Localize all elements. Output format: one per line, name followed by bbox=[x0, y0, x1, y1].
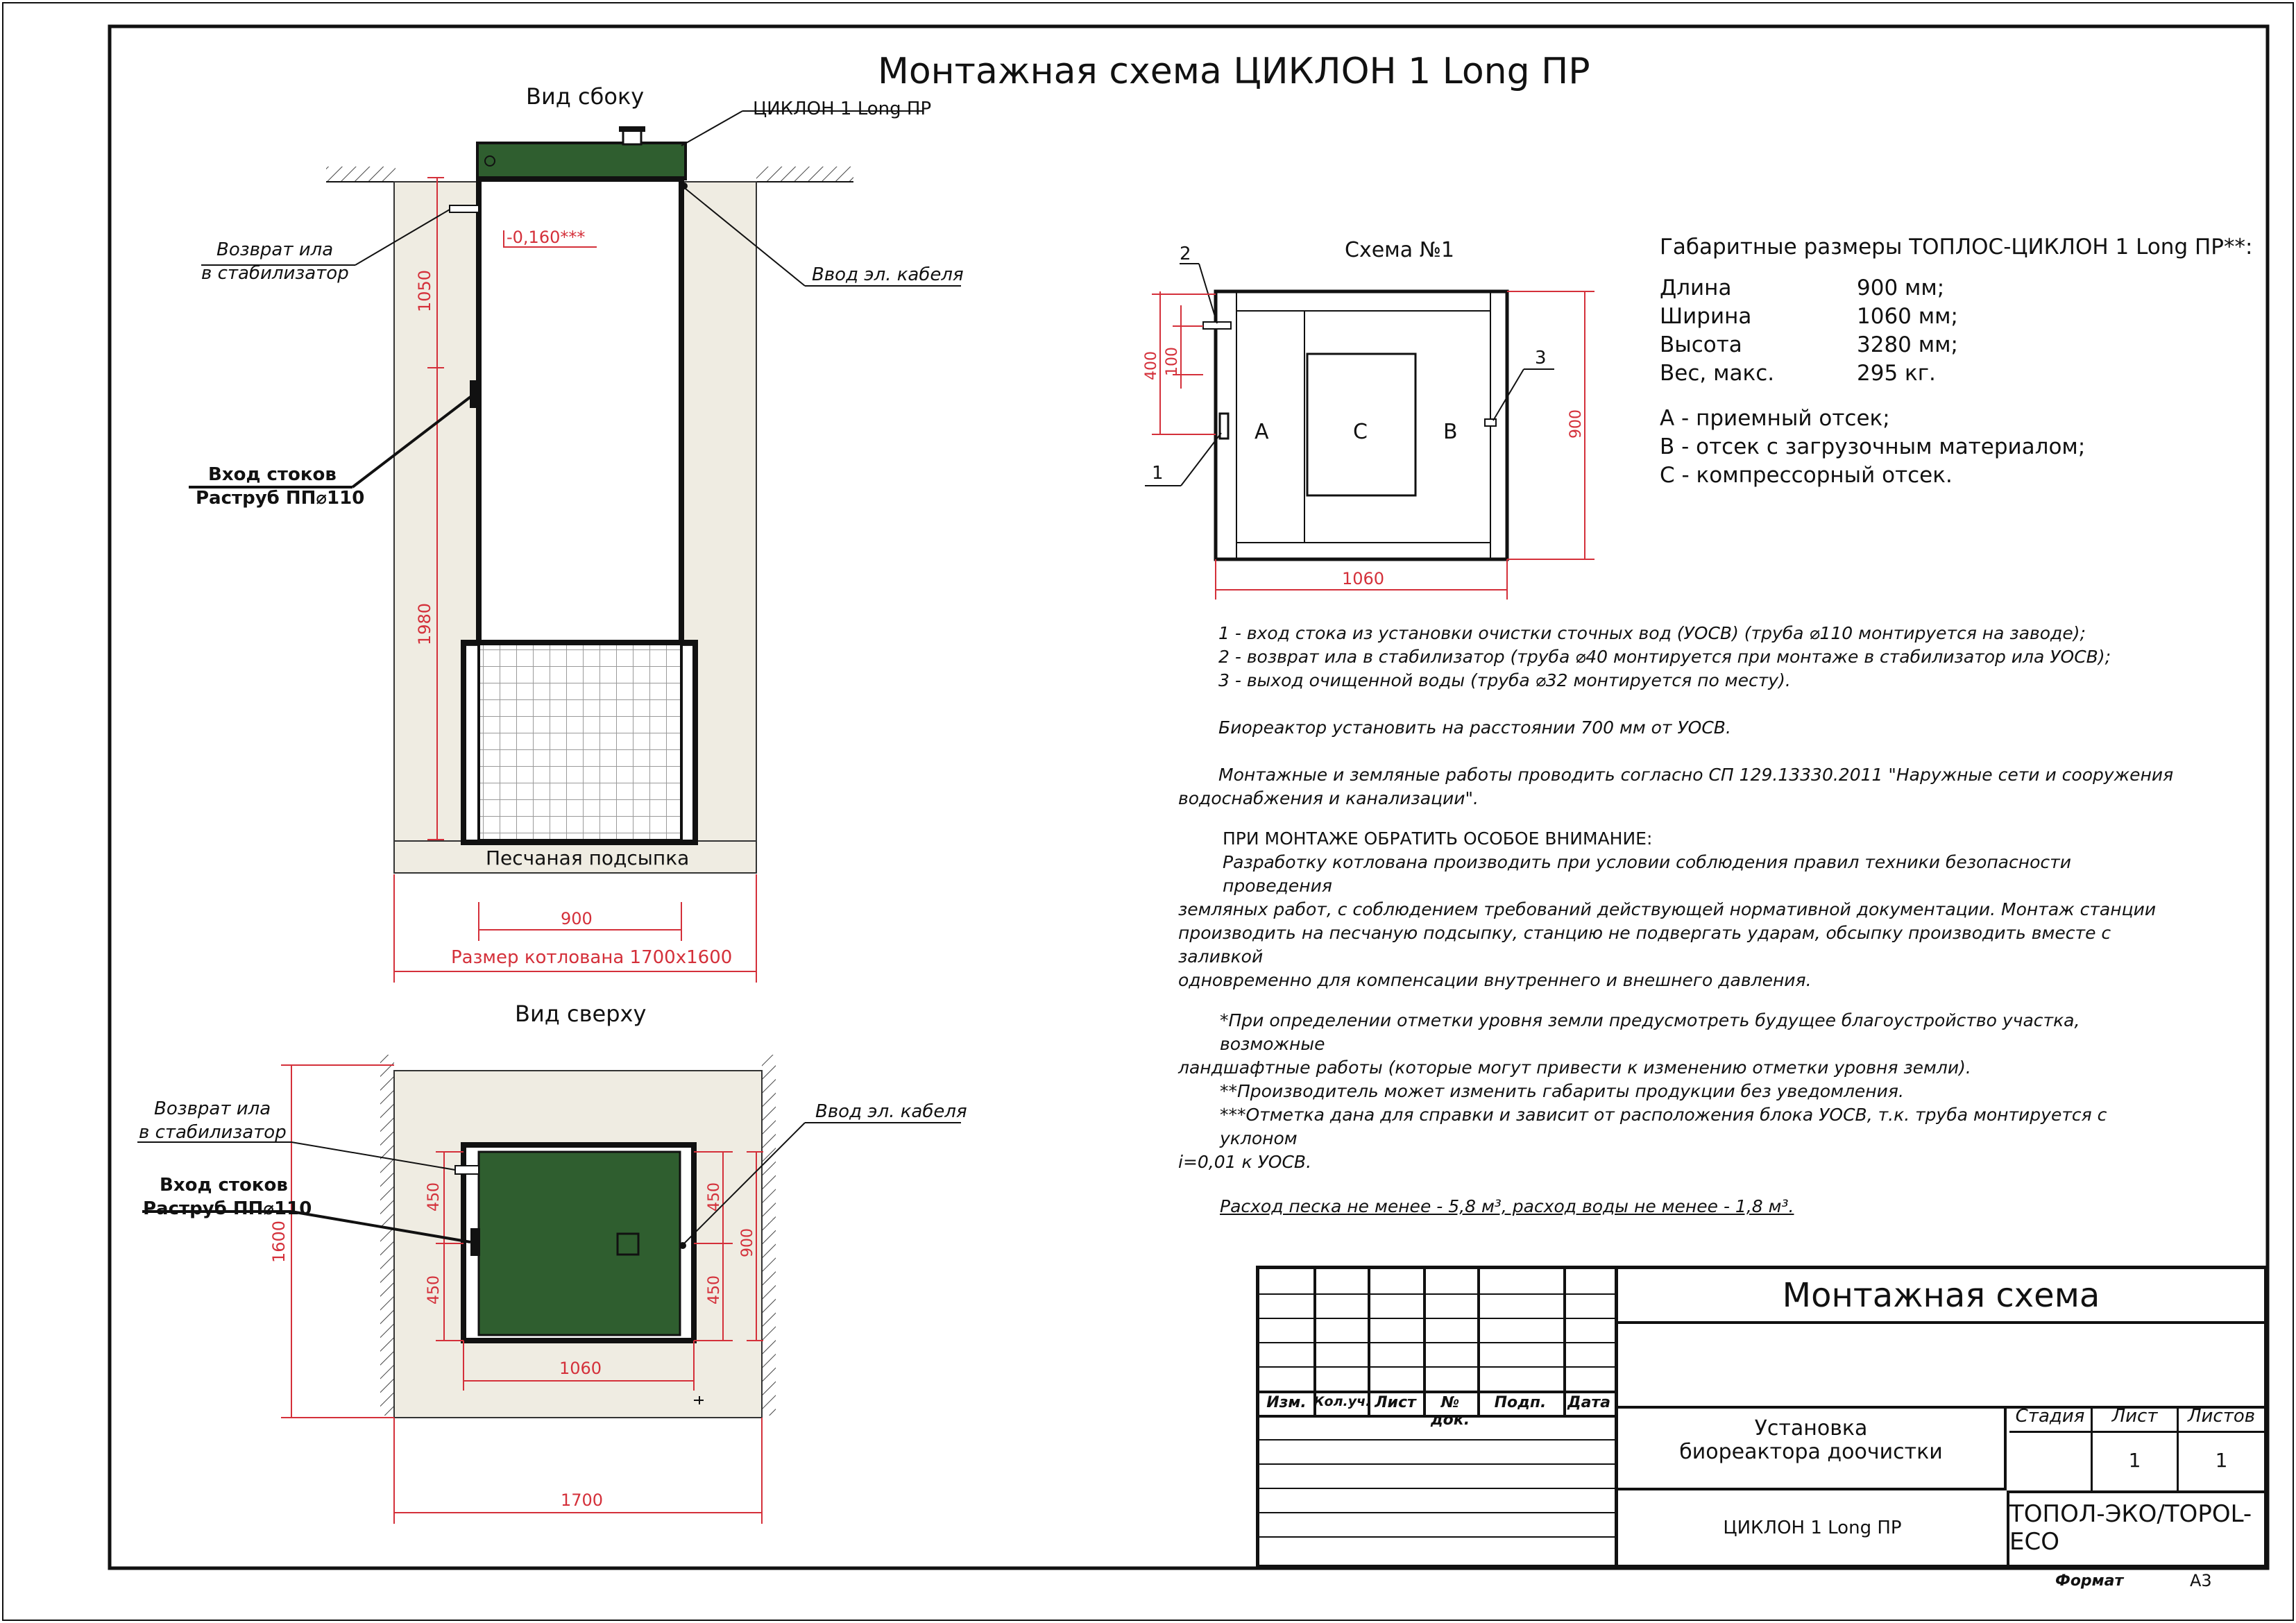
top-inlet-callout-line-1: Вход стоков bbox=[160, 1175, 288, 1196]
top-tank-cover bbox=[479, 1152, 680, 1335]
scheme-label-1: 1 bbox=[1152, 463, 1164, 484]
col-header-count: Кол.уч. bbox=[1313, 1394, 1371, 1409]
dim-top-total-height: 1600 bbox=[269, 1220, 289, 1263]
footnote: i=0,01 к УОСВ. bbox=[1178, 1152, 1312, 1172]
scheme-1-heading: Схема №1 bbox=[1345, 238, 1454, 262]
dimension-row bbox=[1660, 331, 2256, 359]
dimension-row bbox=[1660, 303, 2256, 331]
works-note-line-2: водоснабжения и канализации". bbox=[1178, 788, 1479, 808]
ground-hatch-right bbox=[756, 167, 853, 182]
pipe-note: 3 - выход очищенной воды (труба ⌀32 монтируется по месту). bbox=[1218, 670, 1791, 690]
legend-item: С - компрессорный отсек. bbox=[1660, 463, 1953, 488]
dimension-value: 3280 мм; bbox=[1857, 332, 1958, 357]
attention-heading: ПРИ МОНТАЖЕ ОБРАТИТЬ ОСОБОЕ ВНИМАНИЕ: bbox=[1223, 829, 1653, 849]
footnote: *При определении отметки уровня земли предусмотреть будущее благоустройство участка, возможные bbox=[1220, 1010, 2080, 1054]
dimension-row bbox=[1660, 274, 2256, 303]
company-name: ТОПОЛ-ЭКО/TOPOL-ECO bbox=[2009, 1499, 2252, 1556]
stage-header: Стадия bbox=[2009, 1406, 2093, 1431]
top-inlet-socket bbox=[470, 1228, 480, 1256]
sheet-value: 1 bbox=[2093, 1431, 2179, 1490]
dim-top-pit-width: 1700 bbox=[561, 1490, 604, 1510]
section-b: B bbox=[1443, 420, 1458, 444]
footnote: ***Отметка дана для справки и зависит от расположения блока УОСВ, т.к. труба монтируется с уклоном bbox=[1220, 1105, 2107, 1148]
distance-note: Биореактор установить на расстоянии 700 мм от УОСВ. bbox=[1218, 717, 1731, 738]
notes-block bbox=[1178, 622, 2184, 1218]
return-callout-line-2: в стабилизатор bbox=[201, 263, 349, 284]
scheme-pipe-1 bbox=[1220, 414, 1228, 439]
top-view bbox=[137, 1001, 967, 1524]
side-view bbox=[189, 83, 964, 983]
attention-line: производить на песчаную подсыпку, станцию не подвергать ударам, обсыпку производить вместе с заливкой bbox=[1178, 923, 2111, 967]
dim-top-left-lower: 450 bbox=[425, 1275, 443, 1305]
dimension-name: Ширина bbox=[1660, 304, 1752, 329]
dim-top-right-upper: 450 bbox=[706, 1182, 723, 1212]
format-value: А3 bbox=[2190, 1571, 2212, 1590]
top-return-callout-line-1: Возврат ила bbox=[154, 1098, 271, 1119]
col-header-change: Изм. bbox=[1266, 1394, 1307, 1411]
dim-top-tank-width: 1060 bbox=[559, 1359, 602, 1378]
product-callout: ЦИКЛОН 1 Long ПР bbox=[753, 99, 932, 119]
return-callout-line-1: Возврат ила bbox=[216, 239, 334, 260]
top-return-callout-line-2: в стабилизатор bbox=[139, 1122, 287, 1143]
footnote: **Производитель может изменить габариты продукции без уведомления. bbox=[1220, 1081, 1904, 1101]
dimension-row bbox=[1660, 359, 2256, 388]
col-header-doc: № док. bbox=[1430, 1394, 1470, 1429]
attention-line: земляных работ, с соблюдением требований действующей нормативной документации. Монтаж станции bbox=[1178, 899, 2157, 919]
top-inlet-callout-line-2: Раструб ПП⌀110 bbox=[143, 1198, 312, 1219]
inlet-socket bbox=[470, 380, 480, 408]
dim-top-right-total: 900 bbox=[739, 1228, 756, 1257]
scheme-label-3: 3 bbox=[1535, 348, 1547, 368]
attention-line: Разработку котлована производить при условии соблюдения правил техники безопасности проведения bbox=[1223, 852, 2071, 896]
dimension-name: Высота bbox=[1660, 332, 1742, 357]
format-label: Формат bbox=[2055, 1572, 2124, 1590]
cable-gland-icon bbox=[681, 182, 688, 189]
top-return-pipe bbox=[455, 1166, 479, 1174]
sand-label: Песчаная подсыпка bbox=[486, 847, 690, 869]
legend-item: А - приемный отсек; bbox=[1660, 406, 1890, 431]
title-block bbox=[1256, 1266, 2268, 1568]
title-block-title: Монтажная схема bbox=[1782, 1275, 2100, 1315]
dim-top-right-lower: 450 bbox=[706, 1275, 723, 1305]
footnote: ландшафтные работы (которые могут привести к изменению отметки уровня земли). bbox=[1178, 1057, 1971, 1078]
company-cell bbox=[2009, 1490, 2264, 1565]
dimensions-heading: Габаритные размеры ТОПЛОС-ЦИКЛОН 1 Long ПР**: bbox=[1660, 235, 2253, 260]
dimension-name: Вес, макс. bbox=[1660, 361, 1775, 386]
object-line-2: биореактора доочистки bbox=[1679, 1440, 1943, 1464]
section-a: A bbox=[1255, 420, 1269, 444]
pipe-note: 2 - возврат ила в стабилизатор (труба ⌀40 монтируется при монтаже в стабилизатор ила УОСВ); bbox=[1218, 647, 2111, 667]
ground-hatch-top-left bbox=[380, 1055, 394, 1416]
revision-grid bbox=[1259, 1269, 1615, 1565]
product-cell bbox=[1618, 1490, 2009, 1565]
object-cell bbox=[1618, 1406, 2007, 1490]
pipe-note: 1 - вход стока из установки очистки сточных вод (УОСВ) (труба ⌀110 монтируется на заводе); bbox=[1218, 623, 2086, 643]
dimension-name: Длина bbox=[1660, 275, 1732, 300]
top-view-heading: Вид сверху bbox=[515, 1001, 647, 1027]
sheets-value: 1 bbox=[2215, 1449, 2228, 1472]
vent-cap bbox=[619, 126, 645, 132]
object-line-1: Установка bbox=[1754, 1416, 1868, 1441]
cable-callout: Ввод эл. кабеля bbox=[812, 264, 964, 285]
scheme-dim-900: 900 bbox=[1567, 409, 1585, 439]
sheet-header: Лист bbox=[2093, 1406, 2179, 1431]
side-view-heading: Вид сбоку bbox=[526, 83, 645, 110]
dim-lower-height: 1980 bbox=[415, 602, 434, 645]
legend-item: В - отсек с загрузочным материалом; bbox=[1660, 434, 2086, 459]
col-header-sheet: Лист bbox=[1375, 1394, 1416, 1411]
return-pipe bbox=[450, 205, 479, 212]
consumption-note: Расход песка не менее - 5,8 м³, расход воды не менее - 1,8 м³. bbox=[1220, 1196, 1794, 1216]
ground-hatch-top-right bbox=[762, 1055, 776, 1416]
works-note-line-1: Монтажные и земляные работы проводить согласно СП 129.13330.2011 "Наружные сети и сооружения bbox=[1218, 765, 2174, 785]
title-blank-cell bbox=[1618, 1321, 2264, 1409]
tank-upper-body bbox=[479, 179, 681, 643]
title-main-cell bbox=[1618, 1269, 2264, 1324]
col-header-date: Дата bbox=[1567, 1394, 1611, 1411]
scheme-dim-100: 100 bbox=[1164, 347, 1181, 376]
pit-size-label: Размер котлована 1700х1600 bbox=[451, 947, 733, 968]
scheme-dim-400: 400 bbox=[1143, 351, 1160, 380]
tank-cover bbox=[477, 143, 686, 179]
dim-tank-width: 900 bbox=[561, 909, 593, 928]
dimension-value: 1060 мм; bbox=[1857, 304, 1958, 329]
dimension-value: 295 кг. bbox=[1857, 361, 1936, 386]
tank-filter-section bbox=[479, 643, 681, 840]
scheme-dim-1060: 1060 bbox=[1342, 569, 1385, 588]
col-header-sign: Подп. bbox=[1494, 1394, 1547, 1411]
product-name: ЦИКЛОН 1 Long ПР bbox=[1723, 1517, 1902, 1538]
inlet-callout-line-2: Раструб ПП⌀110 bbox=[196, 488, 365, 509]
dim-top-left-upper: 450 bbox=[425, 1182, 443, 1212]
stage-value bbox=[2009, 1431, 2093, 1490]
level-mark: -0,160*** bbox=[507, 228, 586, 247]
scheme-pipe-3 bbox=[1485, 419, 1496, 426]
dim-upper-height: 1050 bbox=[415, 269, 434, 312]
top-cable-callout: Ввод эл. кабеля bbox=[815, 1101, 967, 1122]
page-title: Монтажная схема ЦИКЛОН 1 Long ПР bbox=[878, 51, 1590, 92]
scheme-label-2: 2 bbox=[1180, 244, 1191, 264]
ground-hatch-left bbox=[326, 167, 396, 182]
dimensions-block bbox=[1660, 233, 2256, 490]
sheets-header: Листов bbox=[2187, 1406, 2256, 1427]
stage-grid bbox=[2009, 1406, 2264, 1493]
section-c: C bbox=[1353, 420, 1368, 444]
inlet-callout-line-1: Вход стоков bbox=[208, 464, 337, 485]
scheme-1 bbox=[1143, 238, 1595, 600]
attention-line: одновременно для компенсации внутреннего и внешнего давления. bbox=[1178, 970, 1812, 990]
dimension-value: 900 мм; bbox=[1857, 275, 1945, 300]
